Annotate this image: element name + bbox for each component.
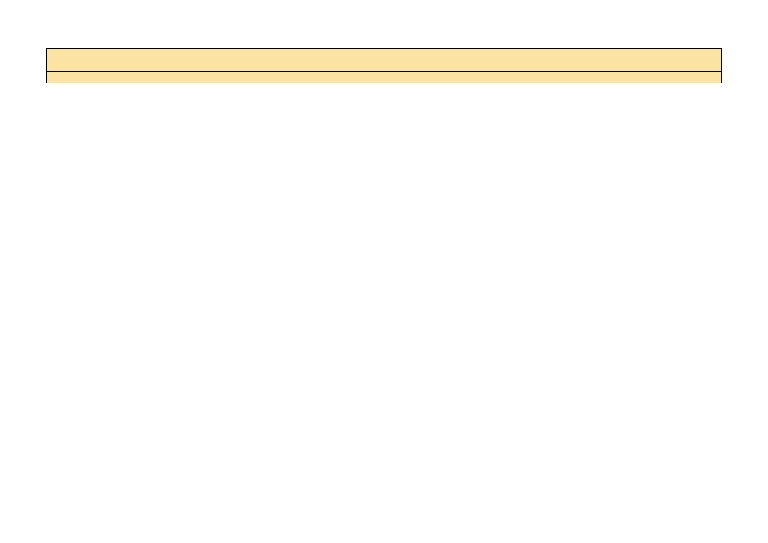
sheet-subtitle (46, 72, 722, 83)
sheet-title (46, 48, 722, 72)
